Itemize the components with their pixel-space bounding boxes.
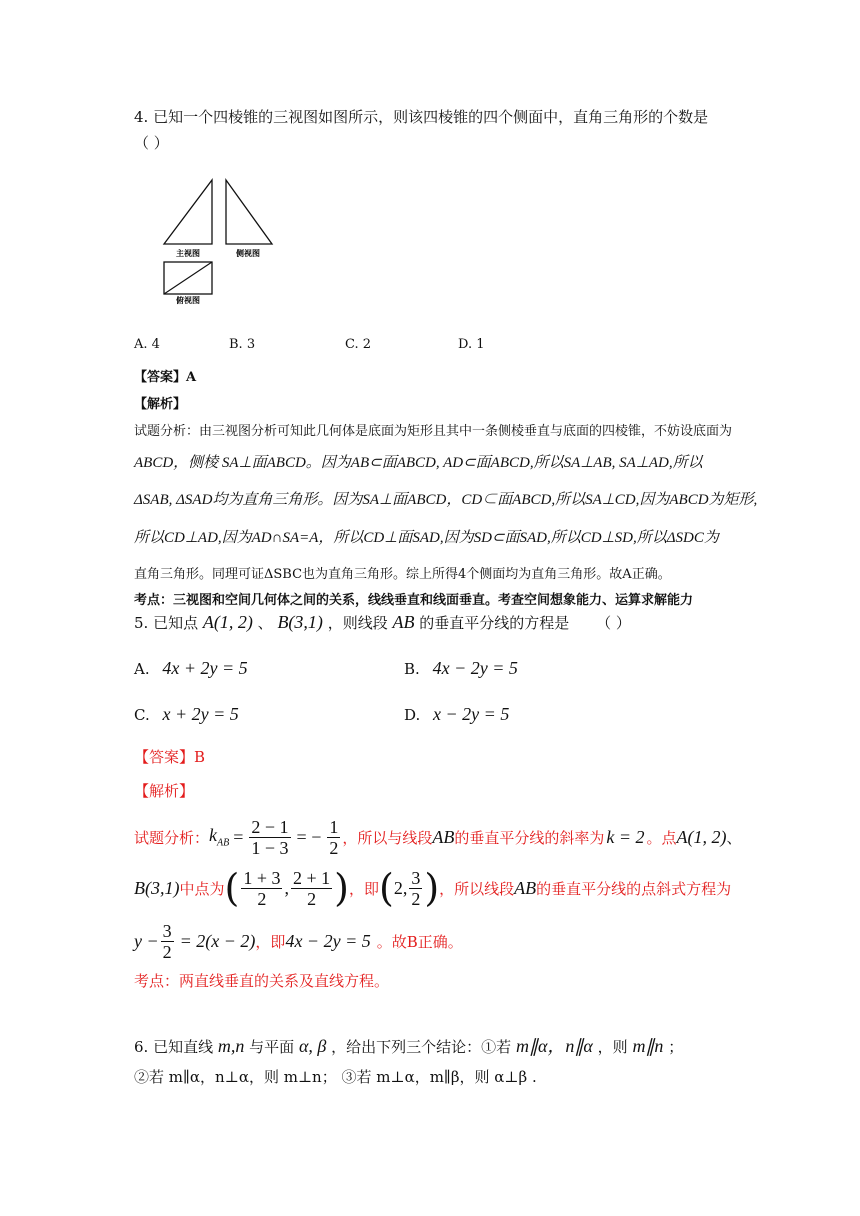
q5-option-a [134,658,248,679]
three-view-figure [158,174,278,306]
q5-a3-y: y − [134,930,159,951]
front-view-label: 主视图 [176,249,200,258]
q5-slope-den: 1 − 3 [251,837,289,858]
q5-option-a-eq: 4x + 2y = 5 [162,658,248,678]
q6-ab: α, β [298,1036,327,1056]
q5-analysis-line-1 [134,814,742,860]
q5-point-a: A(1, 2) [202,612,253,632]
side-view-label: 侧视图 [236,249,260,258]
q5-a1-sep: 、 [726,828,742,847]
q5-a3-frac-den: 2 [162,941,172,962]
q5-option-b-letter: B. [404,660,420,678]
q5-point-b: B(3,1) [277,612,323,632]
q4-option-a: A. 4 [134,337,160,352]
q4-analysis-line-4: 所以CD⊥AD,因为AD∩SA=A，所以CD⊥面SAD,因为SD⊂面SAD,所以CD⊥SD,所以ΔSDC为 [134,530,719,546]
q6-c1r: m∥n [632,1036,664,1056]
q6-mid3: ，则 [597,1038,628,1056]
q5-a2-text2: ，即 [348,879,379,898]
q5-option-b [404,658,518,679]
q5-close-paren-2: ) [424,866,440,910]
q5-stem-mid: ，则线段 [327,614,388,632]
q5-a3-frac [161,921,174,962]
q5-analysis-line-3 [134,918,463,964]
q5-analysis-line-2 [134,864,731,912]
q5-kaodian: 考点：两直线垂直的关系及直线方程。 [134,972,390,990]
q5-eq-sign-1: = [233,826,244,847]
q5-stem-suffix: 的垂直平分线的方程是 [419,614,570,632]
q5-mid2-x: 2, [393,877,408,898]
q5-a3-text: ，即 [255,932,286,951]
q6-c1: m∥α，n∥α [515,1036,593,1056]
q5-option-c-eq: x + 2y = 5 [162,704,239,724]
q4-option-b: B. 3 [229,337,256,352]
q5-open-paren-2: ( [378,866,394,910]
q5-sep: 、 [257,614,273,632]
q5-mid-x [241,868,282,909]
q5-option-b-eq: 4x − 2y = 5 [432,658,518,678]
q6-end: ； [668,1038,684,1056]
q5-a2-point-b: B(3,1) [134,877,180,898]
q5-a3-text2: 。故B正确。 [376,932,463,951]
q4-analysis-title: 【解析】 [134,397,187,412]
q4-answer: 【答案】A [134,370,197,385]
q4-kaodian: 考点：三视图和空间几何体之间的关系，线线垂直和线面垂直。考查空间想象能力、运算求解能力 [134,593,694,608]
q5-a2-text: 中点为 [179,879,225,898]
q5-neg-half-den: 2 [329,837,339,858]
q4-option-d: D. 1 [458,337,485,352]
q5-option-d-letter: D. [404,706,421,724]
side-view-triangle [226,180,272,244]
q5-mid-x-num: 1 + 3 [243,867,281,888]
q5-neg-half-num: 1 [329,816,339,837]
q5-analysis-title: 【解析】 [134,782,195,800]
q5-k-ab [209,825,229,849]
q5-mid2-y-num: 3 [411,867,421,888]
q6-mn: m,n [217,1036,245,1056]
q5-slope-fraction [249,817,290,858]
q5-open-paren-1: ( [224,866,240,910]
q5-k-label: k [209,825,218,846]
q5-option-d-eq: x − 2y = 5 [433,704,510,724]
q5-a2-ab: AB [514,877,537,898]
q5-paren: （ ） [596,614,631,632]
q5-ab: AB [392,612,415,632]
q5-stem [134,612,631,633]
q6-line-2: ②若 m∥α，n⊥α，则 m⊥n； ③若 m⊥α，m∥β，则 α⊥β . [134,1068,537,1086]
q5-eq-sign-2: = − [296,826,322,847]
q5-slope-num: 2 − 1 [251,816,289,837]
q5-a1-text3: 。点 [646,828,677,847]
q5-option-d [404,704,509,725]
q5-mid-y-num: 2 + 1 [292,867,331,888]
q5-stem-prefix: 5. 已知点 [134,614,199,632]
q4-option-c: C. 2 [345,337,372,352]
q4-stem: 4. 已知一个四棱锥的三视图如图所示，则该四棱锥的四个侧面中，直角三角形的个数是 [134,108,709,126]
q4-analysis-line-3: ΔSAB, ΔSAD均为直角三角形。因为SA⊥面ABCD，CD⊂面ABCD,所以SA⊥CD,因为ABCD为矩形, [134,492,758,508]
q6-mid2: ，给出下列三个结论：①若 [331,1038,512,1056]
q4-paren: （ ） [134,134,169,152]
q5-a1-prefix: 试题分析： [134,828,210,847]
q5-a2-text4: 的垂直平分线的点斜式方程为 [536,879,732,898]
q6-line-1 [134,1032,683,1058]
q5-mid-y-den: 2 [307,888,317,909]
q5-a1-text2: 的垂直平分线的斜率为 [454,828,605,847]
q5-option-a-letter: A. [134,660,150,678]
q5-option-c [134,704,239,725]
q5-mid2-y-den: 2 [411,888,421,909]
q4-analysis-line-1: 试题分析：由三视图分析可知此几何体是底面为矩形且其中一条侧棱垂直与底面的四棱锥，不妨设底面为 [134,424,733,439]
q5-mid-y [291,868,332,909]
front-view-triangle [164,180,212,244]
top-view-diagonal [164,262,212,294]
q5-a1-ab: AB [432,826,455,847]
top-view-label: 俯视图 [176,296,200,305]
q5-close-paren-1: ) [334,866,349,910]
q5-comma-1: , [284,877,289,898]
q5-a1-text: ，所以与线段 [342,828,433,847]
q5-a2-text3: ，所以线段 [439,879,515,898]
q5-neg-half [327,817,340,858]
q6-prefix: 6. 已知直线 [134,1038,214,1056]
q5-mid-x-den: 2 [257,888,267,909]
q4-analysis-line-5: 直角三角形。同理可证ΔSBC也为直角三角形。综上所得4个侧面均为直角三角形。故A正确。 [134,567,671,582]
q5-a3-eq: 4x − 2y = 5 [285,930,371,951]
q5-a3-rest: = 2(x − 2) [179,930,256,951]
q5-a1-point-a: A(1, 2) [676,826,727,847]
q5-k-sub: AB [217,837,230,849]
q4-analysis-line-2: ABCD，侧棱 SA⊥面ABCD。因为AB⊂面ABCD, AD⊂面ABCD,所以SA⊥AB, SA⊥AD,所以 [134,455,703,471]
q5-answer: 【答案】B [134,748,206,766]
q5-k-eq: k = 2 [606,826,645,847]
q5-a3-frac-num: 3 [162,920,172,941]
q5-option-c-letter: C. [134,706,150,724]
q6-mid: 与平面 [249,1038,295,1056]
q5-mid2-y [409,868,422,909]
